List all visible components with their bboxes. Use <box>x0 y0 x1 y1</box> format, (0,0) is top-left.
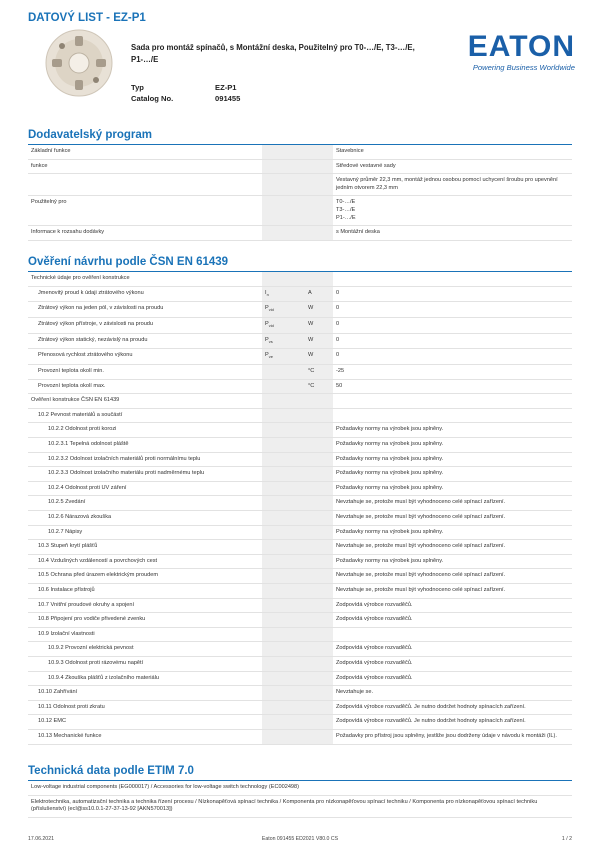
product-meta <box>131 82 240 104</box>
row-unit <box>305 584 333 599</box>
row-symbol-cell <box>262 196 305 226</box>
table-row <box>28 511 572 526</box>
catalog-label: Catalog No. <box>131 94 174 103</box>
table-row <box>28 613 572 628</box>
row-label: 10.8 Připojení pro vodiče přivedené zvenku <box>28 613 262 628</box>
table-row <box>28 272 572 286</box>
row-value: Požadavky normy na výrobek jsou splněny. <box>333 525 572 540</box>
table-row <box>28 365 572 380</box>
row-label: 10.2.5 Zvedání <box>28 496 262 511</box>
footer-page-number: 1 / 2 <box>561 836 572 842</box>
table-row <box>28 452 572 467</box>
row-symbol-cell <box>262 302 305 318</box>
table-row <box>28 438 572 453</box>
row-unit-cell <box>305 226 333 241</box>
row-symbol: I <box>265 289 267 296</box>
row-symbol-cell <box>262 286 305 302</box>
section-title-etim: Technická data podle ETIM 7.0 <box>28 765 194 777</box>
row-symbol-cell <box>262 438 305 453</box>
row-symbol-cell <box>262 642 305 657</box>
row-symbol-cell <box>262 569 305 584</box>
row-value: Nevztahuje se, protože musí být vyhodnoceno celé spínací zařízení. <box>333 496 572 511</box>
row-symbol-cell <box>262 613 305 628</box>
row-symbol-subscript: ve <box>268 354 273 360</box>
row-label: Provozní teplota okolí min. <box>28 365 262 380</box>
row-unit <box>305 272 333 286</box>
row-symbol: P <box>265 352 269 359</box>
row-symbol-cell <box>262 540 305 555</box>
row-label: Ověření konstrukce ČSN EN 61439 <box>28 394 262 409</box>
row-unit: °C <box>305 365 333 380</box>
table-row <box>28 525 572 540</box>
row-unit: °C <box>305 379 333 394</box>
table-row <box>28 496 572 511</box>
row-value: Požadavky normy na výrobek jsou splněny. <box>333 452 572 467</box>
row-unit <box>305 511 333 526</box>
row-label: funkce <box>28 159 262 174</box>
row-value: Zodpovídá výrobce rozvaděčů. <box>333 656 572 671</box>
row-unit <box>305 496 333 511</box>
design-verification-table <box>28 272 572 745</box>
row-unit <box>305 656 333 671</box>
row-unit-cell <box>305 174 333 196</box>
row-label: 10.9.4 Zkouška plášťů z izolačního materiálu <box>28 671 262 686</box>
row-value: Nevztahuje se, protože musí být vyhodnoceno celé spínací zařízení. <box>333 511 572 526</box>
row-label: 10.9.2 Provozní elektrická pevnost <box>28 642 262 657</box>
row-symbol-subscript: vid <box>268 307 274 313</box>
page-title: DATOVÝ LIST - EZ-P1 <box>28 12 146 24</box>
row-value: Požadavky normy na výrobek jsou splněny. <box>333 423 572 438</box>
row-symbol-cell <box>262 159 305 174</box>
row-unit <box>305 540 333 555</box>
table-row <box>28 302 572 318</box>
table-row <box>28 715 572 730</box>
row-symbol-cell <box>262 715 305 730</box>
eaton-logo <box>447 32 575 78</box>
row-symbol-cell <box>262 700 305 715</box>
row-value: Stavebnice <box>333 145 572 159</box>
logo-tagline: Powering Business Worldwide <box>472 63 575 72</box>
footer-document-id: Eaton 091455 ED2021 V80.0 CS <box>261 836 339 842</box>
table-row <box>28 627 572 642</box>
table-row <box>28 379 572 394</box>
row-symbol-cell <box>262 627 305 642</box>
table-row <box>28 145 572 159</box>
row-unit <box>305 438 333 453</box>
table-row <box>28 642 572 657</box>
row-symbol-cell <box>262 379 305 394</box>
table-row <box>28 349 572 365</box>
row-label: Ztrátový výkon přístroje, v závislosti na proudu <box>28 318 262 334</box>
row-unit <box>305 481 333 496</box>
row-value: Zodpovídá výrobce rozvaděčů. Je nutno dodržet hodnoty spínacích zařízení. <box>333 715 572 730</box>
row-value: Nevztahuje se, protože musí být vyhodnoceno celé spínací zařízení. <box>333 540 572 555</box>
row-unit <box>305 394 333 409</box>
row-symbol-cell <box>262 452 305 467</box>
row-label: Základní funkce <box>28 145 262 159</box>
typ-value: EZ-P1 <box>215 83 237 92</box>
row-label <box>28 174 262 196</box>
footer-date: 17.06.2021 <box>28 836 54 842</box>
row-label: 10.2.6 Nárazová zkouška <box>28 511 262 526</box>
table-row <box>28 700 572 715</box>
row-symbol-cell <box>262 272 305 286</box>
row-symbol-cell <box>262 481 305 496</box>
table-row <box>28 540 572 555</box>
row-unit <box>305 642 333 657</box>
row-symbol-cell <box>262 423 305 438</box>
row-value: 0 <box>333 318 572 334</box>
row-label: 10.2 Pevnost materiálů a součástí <box>28 408 262 423</box>
row-unit-cell <box>305 159 333 174</box>
etim-block <box>28 781 572 818</box>
row-symbol-cell <box>262 318 305 334</box>
row-value: -25 <box>333 365 572 380</box>
table-row <box>28 318 572 334</box>
table-row <box>28 656 572 671</box>
row-label: 10.2.3.2 Odolnost izolačních materiálů proti normálnímu teplu <box>28 452 262 467</box>
table-row <box>28 481 572 496</box>
table-row <box>28 423 572 438</box>
row-value: Požadavky normy na výrobek jsou splněny. <box>333 438 572 453</box>
row-unit: W <box>305 349 333 365</box>
row-symbol-cell <box>262 554 305 569</box>
row-label: Ztrátový výkon statický, nezávislý na proudu <box>28 333 262 349</box>
row-value <box>333 394 572 409</box>
table-row <box>28 333 572 349</box>
row-unit <box>305 598 333 613</box>
row-label: 10.4 Vzdušných vzdáleností a povrchových cest <box>28 554 262 569</box>
table-row <box>28 671 572 686</box>
row-value: s Montážní deska <box>333 226 572 241</box>
row-unit <box>305 452 333 467</box>
table-row <box>28 159 572 174</box>
row-value: Zodpovídá výrobce rozvaděčů. <box>333 598 572 613</box>
row-symbol-cell <box>262 671 305 686</box>
row-unit: W <box>305 318 333 334</box>
row-symbol: P <box>265 336 269 343</box>
row-label: 10.2.4 Odolnost proti UV záření <box>28 481 262 496</box>
row-label: 10.7 Vnitřní proudové okruhy a spojení <box>28 598 262 613</box>
row-value: Požadavky normy na výrobek jsou splněny. <box>333 554 572 569</box>
table-row <box>28 729 572 744</box>
row-unit <box>305 554 333 569</box>
row-unit <box>305 627 333 642</box>
row-value: 0 <box>333 302 572 318</box>
row-value: 0 <box>333 349 572 365</box>
row-label: 10.3 Stupeň krytí plášťů <box>28 540 262 555</box>
row-symbol-cell <box>262 584 305 599</box>
row-unit <box>305 467 333 482</box>
row-unit: W <box>305 302 333 318</box>
row-symbol-cell <box>262 525 305 540</box>
product-image <box>44 28 114 98</box>
row-unit: A <box>305 286 333 302</box>
row-symbol-cell <box>262 729 305 744</box>
row-label: 10.5 Ochrana před úrazem elektrickým proudem <box>28 569 262 584</box>
table-row <box>28 569 572 584</box>
row-value: Požadavky normy na výrobek jsou splněny. <box>333 467 572 482</box>
row-unit <box>305 569 333 584</box>
table-row <box>28 196 572 226</box>
table-row <box>28 408 572 423</box>
row-label: Ztrátový výkon na jeden pól, v závislosti na proudu <box>28 302 262 318</box>
row-label: Jmenovitý proud k údaji ztrátového výkonu <box>28 286 262 302</box>
row-label: 10.9 Izolační vlastnosti <box>28 627 262 642</box>
row-value: Nevztahuje se, protože musí být vyhodnoceno celé spínací zařízení. <box>333 569 572 584</box>
row-unit <box>305 729 333 744</box>
row-label: Informace k rozsahu dodávky <box>28 226 262 241</box>
row-symbol-cell <box>262 496 305 511</box>
table-row <box>28 467 572 482</box>
row-label: 10.2.3.1 Tepelná odolnost pláště <box>28 438 262 453</box>
row-symbol-cell <box>262 511 305 526</box>
row-value: Zodpovídá výrobce rozvaděčů. <box>333 671 572 686</box>
row-symbol-subscript: vs <box>268 338 273 344</box>
row-symbol-cell <box>262 349 305 365</box>
row-symbol-subscript: vid <box>268 323 274 329</box>
table-row <box>28 286 572 302</box>
row-symbol-cell <box>262 145 305 159</box>
row-unit <box>305 715 333 730</box>
row-value: Zodpovídá výrobce rozvaděčů. Je nutno dodržet hodnoty spínacích zařízení. <box>333 700 572 715</box>
catalog-value: 091455 <box>215 94 241 103</box>
row-symbol-cell <box>262 174 305 196</box>
row-unit-cell <box>305 196 333 226</box>
row-symbol-cell <box>262 333 305 349</box>
row-symbol-cell <box>262 656 305 671</box>
row-value: Požadavky normy na výrobek jsou splněny. <box>333 481 572 496</box>
row-value: 50 <box>333 379 572 394</box>
row-value <box>333 272 572 286</box>
row-label: Provozní teplota okolí max. <box>28 379 262 394</box>
row-unit: W <box>305 333 333 349</box>
row-unit <box>305 408 333 423</box>
row-label: Použitelný pro <box>28 196 262 226</box>
row-symbol: P <box>265 321 269 327</box>
row-label: 10.11 Odolnost proti zkratu <box>28 700 262 715</box>
logo-wordmark: EATON <box>467 30 575 63</box>
row-symbol-cell <box>262 394 305 409</box>
row-value: T0-…/E T3-…/E P1-…/E <box>333 196 572 226</box>
table-row <box>28 394 572 409</box>
row-value: Středové vestavné sady <box>333 159 572 174</box>
row-unit <box>305 686 333 701</box>
row-symbol: P <box>265 305 269 312</box>
row-symbol-cell <box>262 467 305 482</box>
table-row <box>28 598 572 613</box>
table-row <box>28 584 572 599</box>
row-symbol-cell <box>262 408 305 423</box>
section-title-supplier-program: Dodavatelský program <box>28 129 152 141</box>
etim-classification: Low-voltage industrial components (EG000017) / Accessories for low-voltage switch technology (EC002498) <box>28 781 572 796</box>
row-value: Nevztahuje se, protože musí být vyhodnoceno celé spínací zařízení. <box>333 584 572 599</box>
table-row <box>28 226 572 241</box>
row-label: 10.13 Mechanické funkce <box>28 729 262 744</box>
row-label: 10.12 EMC <box>28 715 262 730</box>
product-headline: Sada pro montáž spínačů, s Montážní deska, Použitelný pro T0-…/E, T3-…/E, P1-…/E <box>131 43 415 64</box>
etim-eclass: Elektrotechnika, automatizační technika a technika řízení procesu / Nízkonapěťová spínací technika / Komponenta pro nízkonapěťovou spínací techniku / Komponenta pro nízkonapěťovou spínací techniku (příslušenství) (ecl@ss10.0.1-27-37-13-92 [AKN570013]) <box>28 796 572 818</box>
row-value: Zodpovídá výrobce rozvaděčů. <box>333 613 572 628</box>
row-unit <box>305 525 333 540</box>
row-symbol-subscript: n <box>266 291 269 297</box>
row-label: 10.9.3 Odolnost proti rázovému napětí <box>28 656 262 671</box>
row-value: 0 <box>333 286 572 302</box>
row-label: 10.2.7 Nápisy <box>28 525 262 540</box>
row-value: Požadavky pro přístroj jsou splněny, jestliže jsou dodrženy údaje v návodu k montáži (IL). <box>333 729 572 744</box>
row-label: 10.2.3.3 Odolnost izolačního materiálu proti nadměrnému teplu <box>28 467 262 482</box>
section-title-design-verification: Ověření návrhu podle ČSN EN 61439 <box>28 256 229 268</box>
row-symbol-cell <box>262 365 305 380</box>
row-label: Přenosová rychlost ztrátového výkonu <box>28 349 262 365</box>
row-symbol-cell <box>262 686 305 701</box>
row-unit <box>305 671 333 686</box>
row-symbol-cell <box>262 598 305 613</box>
row-value <box>333 408 572 423</box>
row-label: 10.2.2 Odolnost proti korozi <box>28 423 262 438</box>
row-value: Vestavný průměr 22,3 mm, montáž jednou osobou pomocí uchycení šroubu pro upevnění jedním otvorem 22,3 mm <box>333 174 572 196</box>
typ-label: Typ <box>131 83 144 92</box>
table-row <box>28 174 572 196</box>
row-value: Zodpovídá výrobce rozvaděčů. <box>333 642 572 657</box>
row-symbol-cell <box>262 226 305 241</box>
row-label: 10.10 Zahřívání <box>28 686 262 701</box>
row-value: Nevztahuje se. <box>333 686 572 701</box>
row-label: Technické údaje pro ověření konstrukce <box>28 272 262 286</box>
supplier-program-table <box>28 145 572 241</box>
row-value: 0 <box>333 333 572 349</box>
row-unit <box>305 423 333 438</box>
row-unit <box>305 700 333 715</box>
row-unit <box>305 613 333 628</box>
row-label: 10.6 Instalace přístrojů <box>28 584 262 599</box>
table-row <box>28 686 572 701</box>
row-unit-cell <box>305 145 333 159</box>
row-value <box>333 627 572 642</box>
table-row <box>28 554 572 569</box>
